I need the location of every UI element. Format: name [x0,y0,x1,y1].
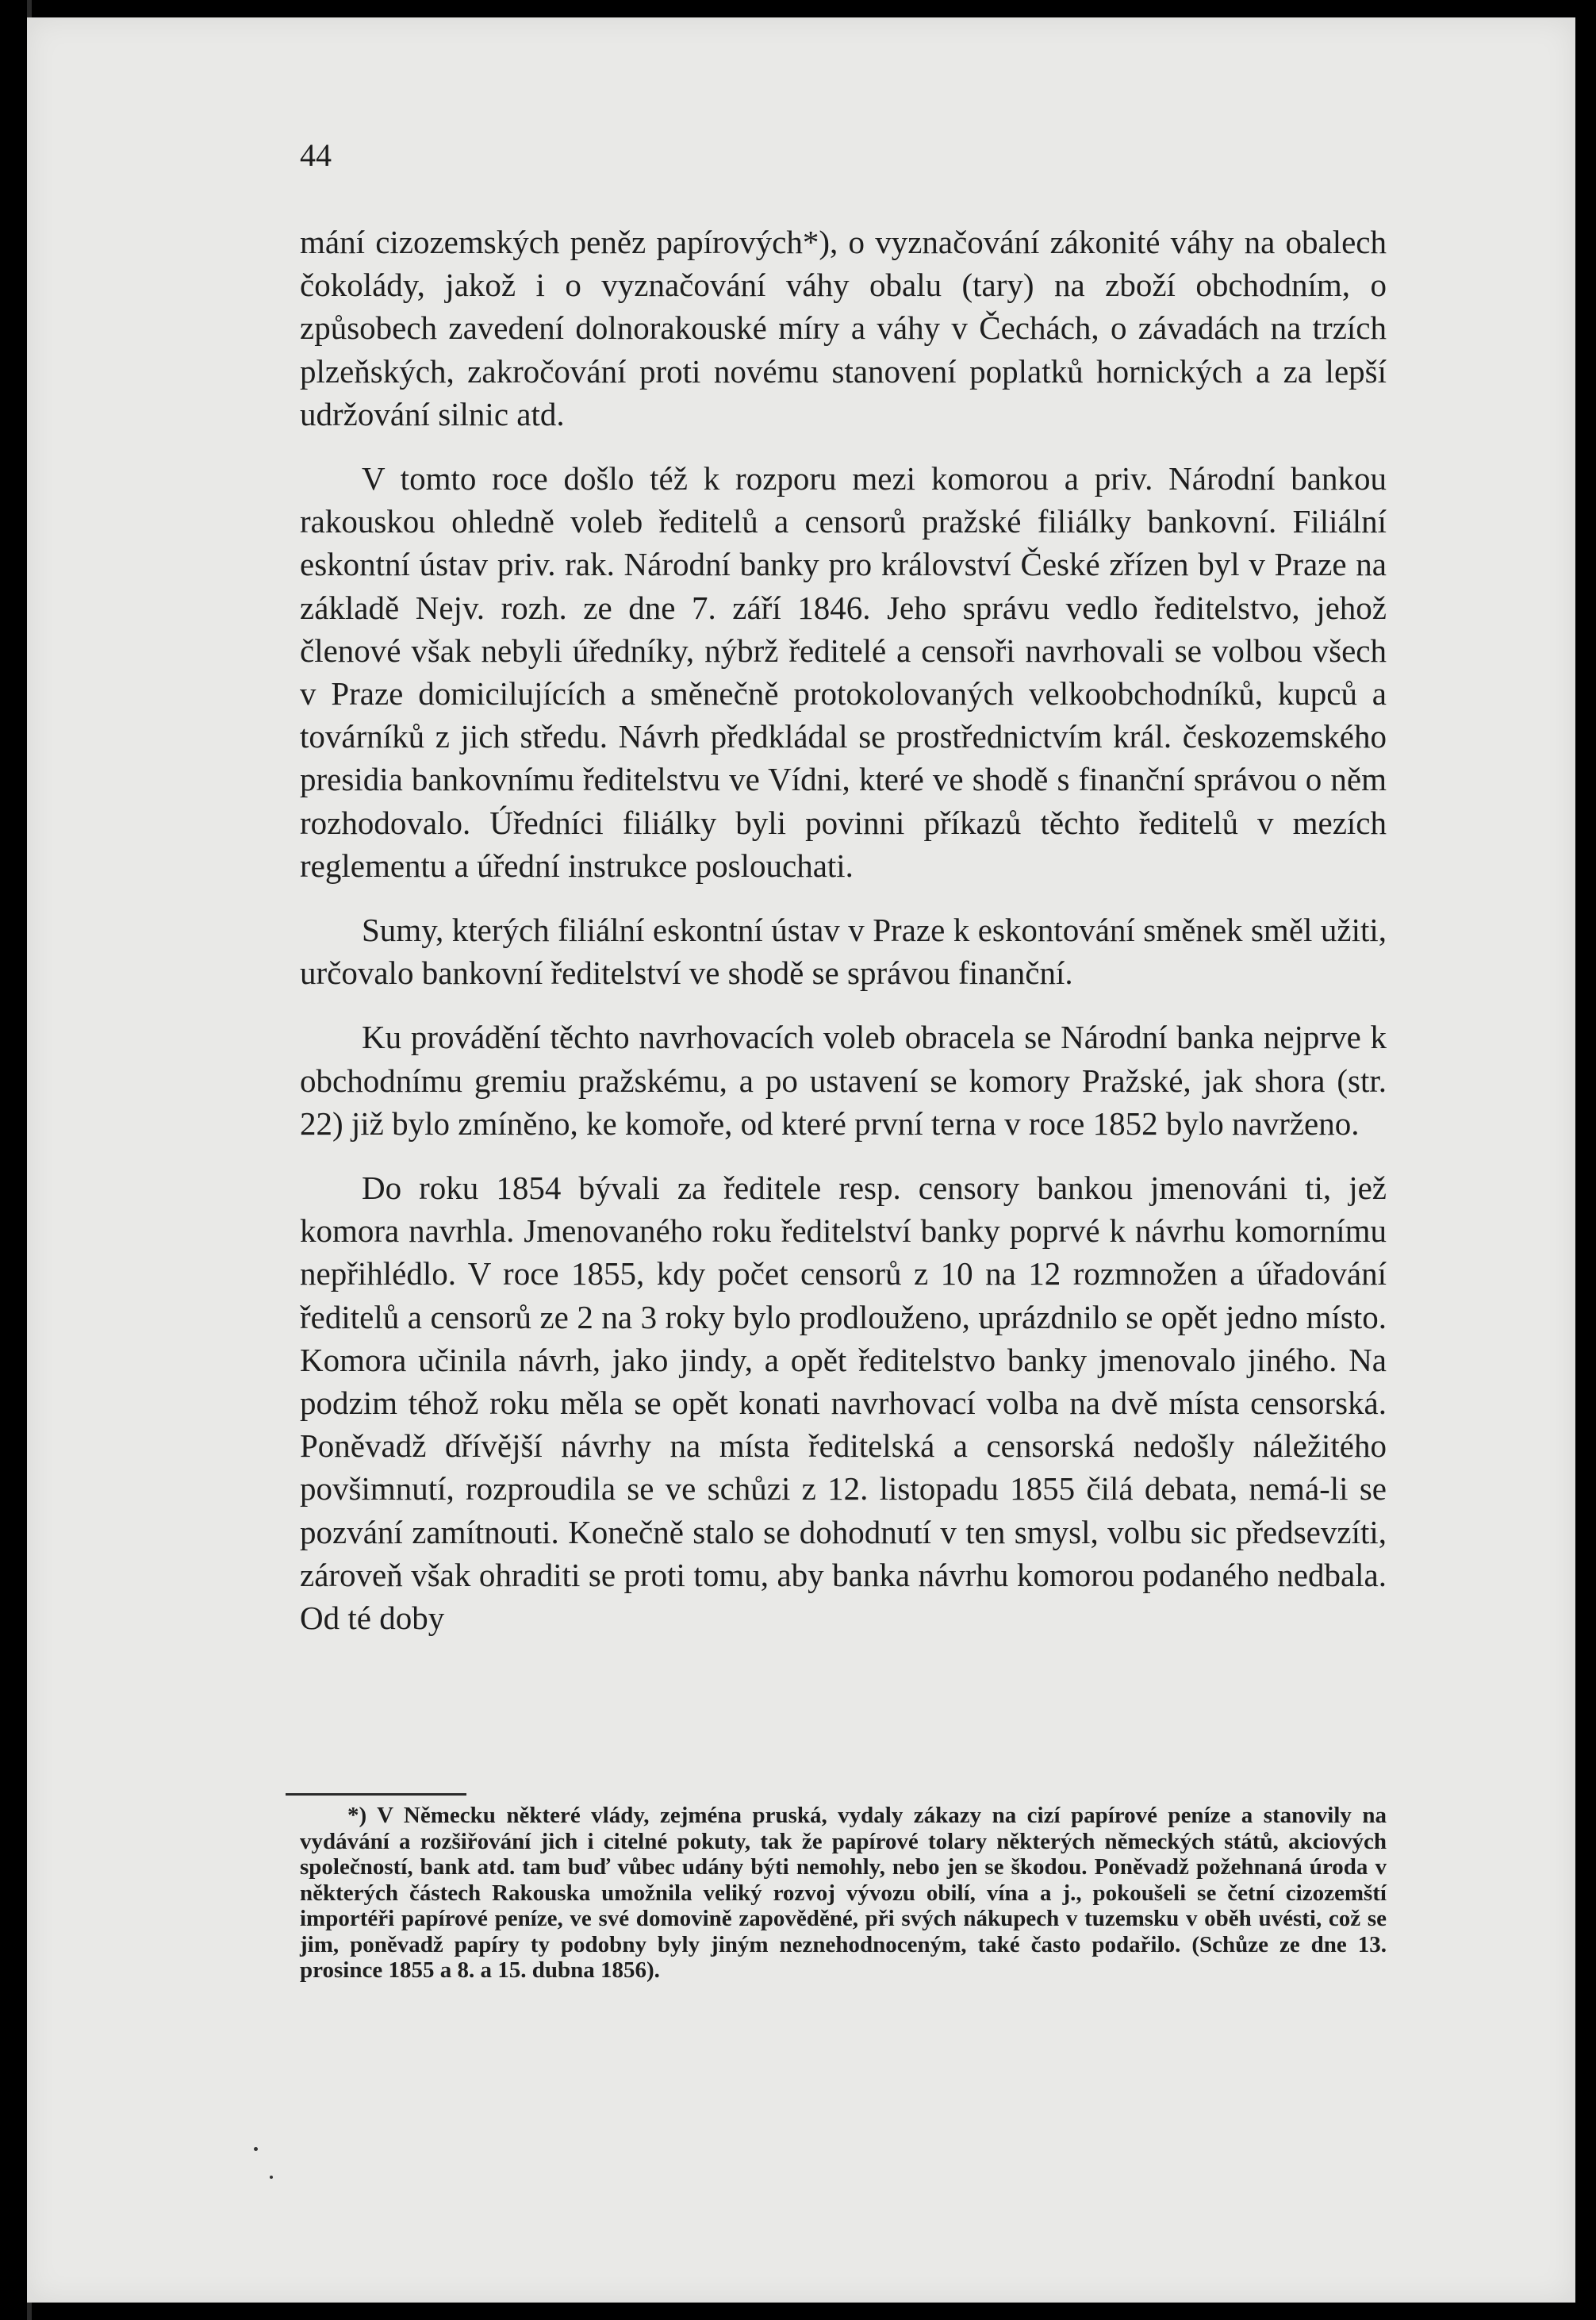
footnote [300,1803,1387,1984]
paragraph-3: Sumy, kterých filiální eskontní ústav v Praze k eskontování směnek směl užiti, určovalo bankovní ředitelství ve shodě se správou finanční. [300,912,1387,992]
paragraph-5: Do roku 1854 bývali za ředitele resp. censory bankou jmenováni ti, jež komora navrhla. Jmenovaného roku ředitelství banky poprvé k návrhu komornímu nepřihlédlo. V roce 1855, kdy počet censorů z 10 na 12 rozmnožen a úřadování ředitelů a censorů ze 2 na 3 roky bylo prodlouženo, uprázdnilo se opět jedno místo. Komora učinila návrh, jako jindy, a opět ředitelstvo banky jmenovalo jiného. Na podzim téhož roku měla se opět konati navrhovací volba na dvě místa censorská. Poněvadž dřívější návrhy na místa ředitelská a censorská nedošly náležitého povšimnutí, rozproudila se ve schůzi z 12. listopadu 1855 čilá debata, nemá-li se pozvání zamítnouti. Konečně stalo se dohodnutí v ten smysl, volbu sic předsevzíti, zároveň však ohraditi se proti tomu, aby banka návrhu komorou podaného nedbala. Od té doby [300,1170,1387,1637]
scan-speck [270,2176,273,2179]
paragraph-2: V tomto roce došlo též k rozporu mezi komorou a priv. Národní bankou rakouskou ohledně voleb ředitelů a censorů pražské filiálky bankovní. Filiální eskontní ústav priv. rak. Národní banky pro království České zřízen byl v Praze na základě Nejv. rozh. ze dne 7. září 1846. Jeho správu vedlo ředitelstvo, jehož členové však nebyli úředníky, nýbrž ředitelé a censoři navrhovali se volbou všech v Praze domicilujících a směnečně protokolovaných velkoobchodníků, kupců a továrníků z jich středu. Návrh předkládal se prostřednictvím král. českozemského presidia bankovnímu ředitelstvu ve Vídni, které ve shodě s finanční správou o něm rozhodovalo. Úředníci filiálky byli povinni příkazů těchto ředitelů v mezích reglementu a úřední instrukce poslouchati. [300,460,1387,884]
footnote-divider [286,1793,466,1796]
paragraph-4: Ku provádění těchto navrhovacích voleb obracela se Národní banka nejprve k obchodnímu gremiu pražskému, a po ustavení se komory Pražské, jak shora (str. 22) již bylo zmíněno, ke komoře, od které první terna v roce 1852 bylo navrženo. [300,1019,1387,1142]
paragraph-1: mání cizozemských peněz papírových*), o vyznačování zákonité váhy na obalech čokolády, jakož i o vyznačování váhy obalu (tary) na zboží obchodním, o způsobech zavedení dolnorakouské míry a váhy v Čechách, o závadách na trzích plzeňských, zakročování proti novému stanovení poplatků hornických a za lepší udržování silnic atd. [300,224,1387,432]
page-number: 44 [300,137,332,173]
scan-speck [254,2147,258,2151]
body-text [300,221,1387,1639]
footnote-text: *) V Německu některé vlády, zejména pruská, vydaly zákazy na cizí papírové peníze a stanovily na vydávání a rozšiřování jich i citelné pokuty, tak že papírové tolary některých německých států, akciových společností, bank atd. tam buď vůbec udány býti nemohly, nebo jen se škodou. Poněvadž požehnaná úroda v některých částech Rakouska umožnila veliký rozvoj vývozu obilí, vína a j., pokoušeli se četní cizozemští importéři papírové peníze, ve své domovině zapověděné, při svých nákupech v tuzemsku v oběh uvésti, což se jim, poněvadž papíry ty podobny byly jiným neznehodnoceným, také často podařilo. (Schůze ze dne 13. prosince 1855 a 8. a 15. dubna 1856). [300,1803,1387,1983]
